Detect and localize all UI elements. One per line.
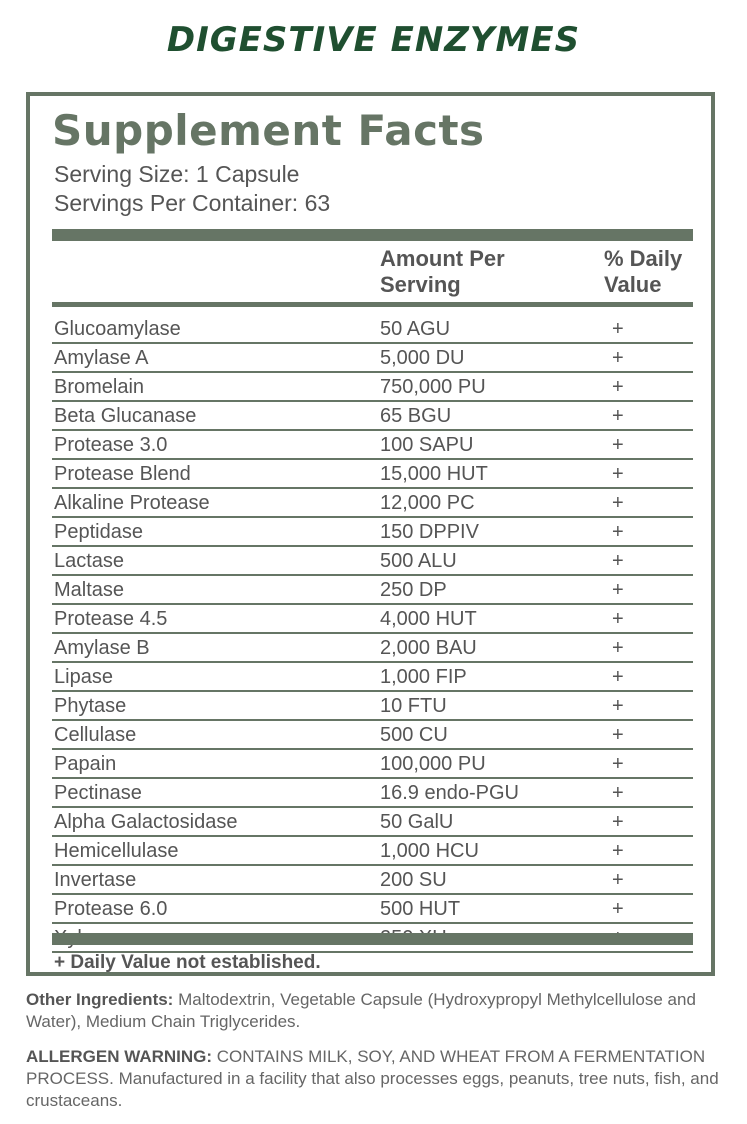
table-row bbox=[52, 460, 693, 489]
nutrient-daily-value: + bbox=[612, 405, 624, 427]
supplement-facts-panel bbox=[26, 92, 715, 976]
nutrient-daily-value: + bbox=[612, 463, 624, 485]
nutrient-daily-value: + bbox=[612, 695, 624, 717]
table-row bbox=[52, 315, 693, 344]
panel-title: Supplement Facts bbox=[52, 106, 485, 155]
table-row bbox=[52, 663, 693, 692]
nutrient-amount: 15,000 HUT bbox=[380, 463, 488, 485]
table-row bbox=[52, 837, 693, 866]
nutrient-name: Papain bbox=[54, 753, 117, 775]
nutrient-daily-value: + bbox=[612, 492, 624, 514]
table-row bbox=[52, 750, 693, 779]
nutrient-daily-value: + bbox=[612, 521, 624, 543]
nutrient-daily-value: + bbox=[612, 898, 624, 920]
nutrient-name: Invertase bbox=[54, 869, 137, 891]
nutrient-amount: 16.9 endo-PGU bbox=[380, 782, 519, 804]
nutrient-daily-value: + bbox=[612, 753, 624, 775]
nutrient-name: Beta Glucanase bbox=[54, 405, 197, 427]
serving-size: Serving Size: 1 Capsule bbox=[54, 161, 300, 187]
nutrient-amount: 100 SAPU bbox=[380, 434, 474, 456]
table-row bbox=[52, 605, 693, 634]
nutrient-amount: 200 SU bbox=[380, 869, 447, 891]
divider-thick bbox=[52, 229, 693, 241]
nutrient-name: Peptidase bbox=[54, 521, 143, 543]
page-header: DIGESTIVE ENZYMES bbox=[166, 20, 581, 60]
nutrient-name: Amylase B bbox=[54, 637, 150, 659]
nutrient-daily-value: + bbox=[612, 550, 624, 572]
table-row bbox=[52, 547, 693, 576]
table-row bbox=[52, 431, 693, 460]
nutrient-name: Protease 3.0 bbox=[54, 434, 168, 456]
table-row bbox=[52, 576, 693, 605]
nutrient-daily-value: + bbox=[612, 347, 624, 369]
nutrient-name: Lipase bbox=[54, 666, 113, 688]
nutrient-name: Alkaline Protease bbox=[54, 492, 210, 514]
nutrient-amount: 500 HUT bbox=[380, 898, 461, 920]
nutrient-name: Glucoamylase bbox=[54, 318, 181, 340]
nutrient-table bbox=[52, 315, 693, 953]
nutrient-amount: 65 BGU bbox=[380, 405, 452, 427]
nutrient-daily-value: + bbox=[612, 666, 624, 688]
table-row bbox=[52, 721, 693, 750]
nutrient-name: Phytase bbox=[54, 695, 127, 717]
nutrient-amount: 5,000 DU bbox=[380, 347, 465, 369]
divider-medium bbox=[52, 302, 693, 307]
nutrient-name: Pectinase bbox=[54, 782, 142, 804]
nutrient-amount: 150 DPPIV bbox=[380, 521, 479, 543]
nutrient-name: Amylase A bbox=[54, 347, 149, 369]
nutrient-daily-value: + bbox=[612, 811, 624, 833]
servings-per-container: Servings Per Container: 63 bbox=[54, 190, 331, 216]
table-row bbox=[52, 808, 693, 837]
table-row bbox=[52, 692, 693, 721]
table-row bbox=[52, 634, 693, 663]
nutrient-daily-value: + bbox=[612, 869, 624, 891]
table-row bbox=[52, 489, 693, 518]
nutrient-name: Protease 6.0 bbox=[54, 898, 168, 920]
other-ingredients-label: Other Ingredients: bbox=[26, 990, 174, 1009]
nutrient-name: Protease 4.5 bbox=[54, 608, 168, 630]
nutrient-amount: 4,000 HUT bbox=[380, 608, 477, 630]
nutrient-name: Hemicellulase bbox=[54, 840, 179, 862]
other-ingredients-text: Maltodextrin, Vegetable Capsule (Hydroxypropyl Methylcellulose and Water), Medium Chain Triglycerides. bbox=[26, 990, 696, 1031]
nutrient-daily-value: + bbox=[612, 782, 624, 804]
nutrient-amount: 50 GalU bbox=[380, 811, 454, 833]
nutrient-daily-value: + bbox=[612, 434, 624, 456]
nutrient-daily-value: + bbox=[612, 579, 624, 601]
allergen-warning bbox=[26, 1046, 726, 1112]
nutrient-name: Alpha Galactosidase bbox=[54, 811, 238, 833]
nutrient-amount: 750,000 PU bbox=[380, 376, 486, 398]
nutrient-daily-value: + bbox=[612, 637, 624, 659]
table-row bbox=[52, 373, 693, 402]
allergen-warning-label: ALLERGEN WARNING: bbox=[26, 1047, 213, 1066]
table-row bbox=[52, 344, 693, 373]
nutrient-name: Cellulase bbox=[54, 724, 137, 746]
table-row bbox=[52, 866, 693, 895]
nutrient-daily-value: + bbox=[612, 724, 624, 746]
nutrient-daily-value: + bbox=[612, 376, 624, 398]
nutrient-name: Lactase bbox=[54, 550, 125, 572]
nutrient-amount: 2,000 BAU bbox=[380, 637, 477, 659]
nutrient-daily-value: + bbox=[612, 608, 624, 630]
nutrient-name: Protease Blend bbox=[54, 463, 191, 485]
allergen-warning-text: CONTAINS MILK, SOY, AND WHEAT FROM A FERMENTATION PROCESS. Manufactured in a facility that also processes eggs, peanuts, tree nuts, fish, and crustaceans. bbox=[26, 1047, 719, 1110]
other-ingredients bbox=[26, 989, 726, 1033]
nutrient-amount: 250 DP bbox=[380, 579, 447, 601]
nutrient-daily-value: + bbox=[612, 318, 624, 340]
nutrient-name: Maltase bbox=[54, 579, 125, 601]
nutrient-amount: 12,000 PC bbox=[380, 492, 475, 514]
nutrient-amount: 100,000 PU bbox=[380, 753, 486, 775]
nutrient-amount: 500 ALU bbox=[380, 550, 457, 572]
column-header-amount: Amount Per Serving bbox=[380, 246, 505, 297]
nutrient-amount: 1,000 FIP bbox=[380, 666, 467, 688]
nutrient-daily-value: + bbox=[612, 840, 624, 862]
nutrient-amount: 10 FTU bbox=[380, 695, 447, 717]
divider-thick-bottom bbox=[52, 933, 693, 945]
column-header-daily-value: % Daily Value bbox=[604, 246, 683, 297]
table-row bbox=[52, 895, 693, 924]
table-row bbox=[52, 779, 693, 808]
table-row bbox=[52, 402, 693, 431]
nutrient-amount: 1,000 HCU bbox=[380, 840, 479, 862]
footnote: + Daily Value not established. bbox=[54, 952, 321, 973]
nutrient-amount: 500 CU bbox=[380, 724, 448, 746]
nutrient-amount: 50 AGU bbox=[380, 318, 451, 340]
nutrient-name: Bromelain bbox=[54, 376, 145, 398]
table-row bbox=[52, 518, 693, 547]
